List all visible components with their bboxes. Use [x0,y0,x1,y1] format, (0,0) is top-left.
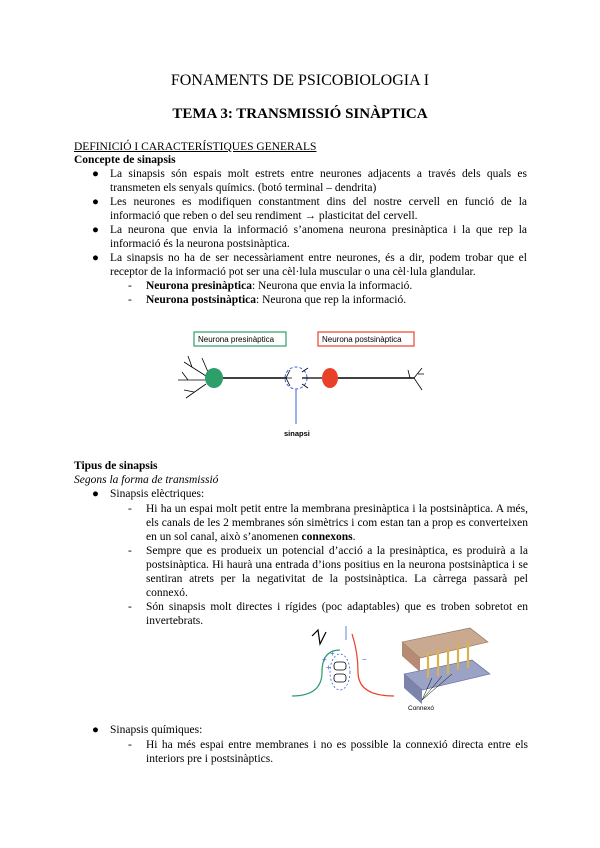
synapse-label: sinapsi [284,429,310,438]
electric-synapse-items [128,502,528,628]
list-item: - Neurona presinàptica: Neurona que envia la informació. [128,280,413,292]
connexon-2 [334,674,346,682]
concept-label: Concepte de sinapsis [74,154,176,166]
list-item: - Hi ha un espai molt petit entre la membrana presinàptica i la postsinàptica. A més, els canals de les 2 membranes són simètrics i com estan tan a prop es converteixen en un sol canal, això s’anomenen connexons. [128,503,528,543]
chemical-synapse-label: ● Sinapsis químiques: [92,724,203,736]
types-subheading: Segons la forma de transmissió [74,474,219,486]
document-subtitle: TEMA 3: TRANSMISSIÓ SINÀPTICA [172,106,428,122]
types-heading: Tipus de sinapsis [74,460,158,472]
list-item: - Són sinapsis molt directes i rígides (poc adaptables) que es troben sobretot en invertebrats. [128,601,528,627]
chemical-synapse-items [128,738,528,766]
concept-bullets [92,167,527,279]
connexon-highlight [330,654,350,690]
ion-plus-3: + [326,663,331,672]
electric-synapse-label: ● Sinapsis elèctriques: [92,488,205,500]
connexon-1 [334,662,346,670]
list-item: - Sempre que es produeix un potencial d’acció a la presinàptica, es produirà a la postsinàptica. Hi haurà una entrada d’ions positius en la neurona postsinàptica i se sentiran atrets per la negativitat de la postsinàptica. La càrrega passarà pel connexó. [128,545,528,599]
electric-synapse-figure [282,622,492,714]
ion-plus-1: + [322,655,327,664]
presynaptic-label: Neurona presinàptica [198,335,275,344]
list-item: ● La neurona que envia la informació s’anomena neurona presinàptica i la que rep la informació és la neurona postsinàptica. [92,224,527,250]
action-potential-icon [312,630,326,644]
connexon-figure-label: Connexó [408,705,435,712]
list-item: - Hi ha més espai entre membranes i no es possible la connexió directa entre els interiors pre i postsinàptics. [128,739,528,765]
postsynaptic-label: Neurona postsinàptica [322,335,402,344]
postsynaptic-terminals [408,368,424,390]
ion-plus-2: + [330,649,335,658]
list-item: ● Les neurones es modifiquen constantment dins del nostre cervell en funció de la informació que reben o del seu rendiment → plasticitat del cervell. [92,196,527,222]
synapse-diagram [178,328,428,440]
postsynaptic-membrane [352,634,394,696]
document-title: FONAMENTS DE PSICOBIOLOGIA I [170,72,430,89]
ion-minus-1: − [362,655,367,664]
list-item: - Neurona postsinàptica: Neurona que rep la informació. [128,294,407,306]
presynaptic-dendrites [178,356,208,398]
neuron-definitions [128,279,528,307]
section-heading-definition: DEFINICIÓ I CARACTERÍSTIQUES GENERALS [74,141,317,153]
membrane-illustration [402,628,490,704]
list-item: ● La sinapsis són espais molt estrets entre neurones adjacents a través dels quals es transmeten els senyals químics. (botó terminal – dendrita) [92,168,527,194]
postsynaptic-soma [322,368,338,388]
presynaptic-soma [205,368,223,388]
list-item: ● La sinapsis no ha de ser necessàriament entre neurones, és a dir, podem trobar que el receptor de la informació pot ser una cèl·lula muscular o una cèl·lula glandular. [92,252,527,278]
